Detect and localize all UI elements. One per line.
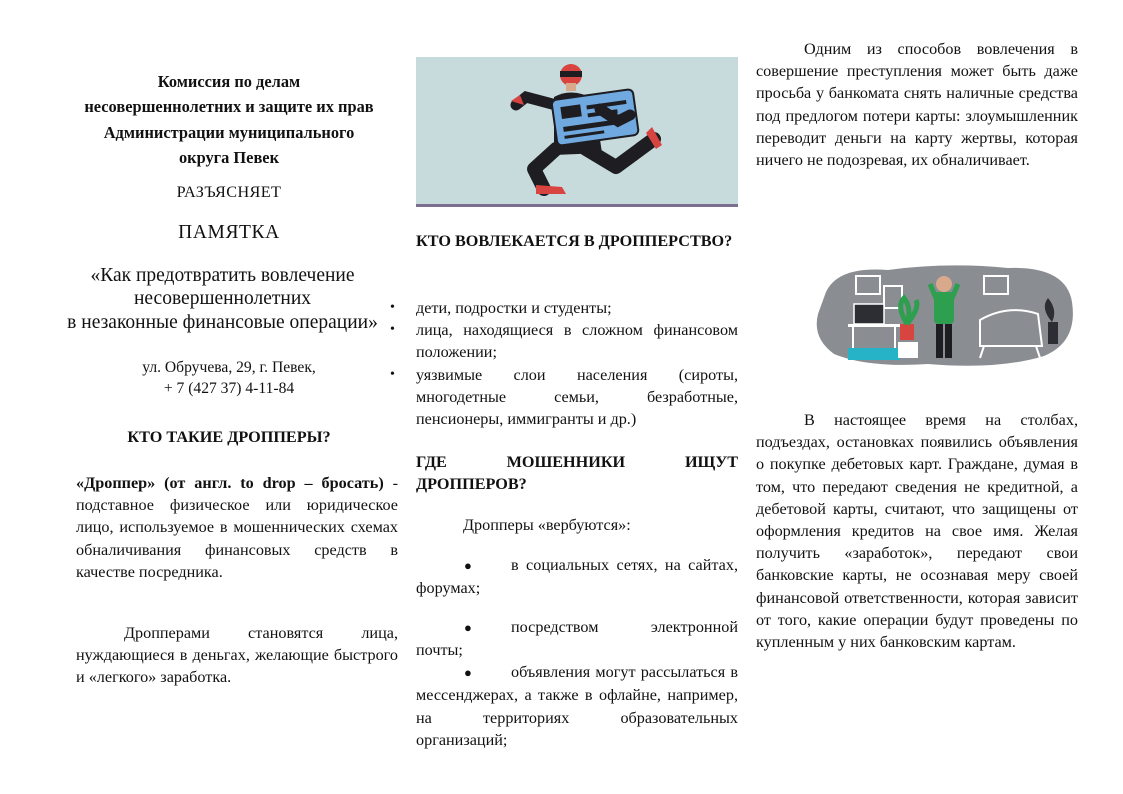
bullet-icon: ● <box>464 665 472 681</box>
thief-with-card-icon <box>416 57 738 204</box>
room-illustration <box>808 262 1078 370</box>
address-line: ул. Обручева, 29, г. Певек, <box>142 359 316 376</box>
person-in-room-icon <box>808 262 1078 370</box>
list-item-text: в социальных сетях, на сайтах, форумах; <box>416 556 738 598</box>
explains-label: РАЗЪЯСНЯЕТ <box>176 183 282 201</box>
list-item <box>416 554 738 599</box>
heading-who-is-involved: КТО ВОВЛЕКАЕТСЯ В ДРОППЕРСТВО? <box>416 232 733 250</box>
bullet-icon: ● <box>464 558 472 574</box>
organization-name <box>60 69 398 171</box>
memo-title-line: в незаконные финансовые операции» <box>67 311 378 333</box>
memo-title-line: «Как предотвратить вовлечение <box>90 265 355 286</box>
recruited-label: Дропперы «вербуются»: <box>463 516 631 534</box>
definition-term: «Дроппер» (от англ. to drop – бросать) <box>76 474 384 492</box>
heading-where-fraudsters-search: ГДЕ МОШЕННИКИ ИЩУТ ДРОППЕРОВ? <box>416 453 738 493</box>
illustration-underline <box>416 204 738 207</box>
bullet-icon: • <box>390 322 395 338</box>
channels-list <box>416 538 738 751</box>
heading-who-are-droppers: КТО ТАКИЕ ДРОППЕРЫ? <box>127 428 331 446</box>
bullet-icon: • <box>390 366 395 382</box>
list-item <box>416 616 738 661</box>
who-becomes-droppers: Дропперами становятся лица, нуждающиеся в деньгах, желающие быстрого и «легкого» заработка. <box>76 624 398 687</box>
thief-illustration <box>416 57 738 204</box>
list-item-text: уязвимые слои населения (сироты, многодетные семьи, безработные, пенсионеры, иммигранты и др.) <box>416 365 738 429</box>
list-item-text: дети, подростки и студенты; <box>416 299 612 317</box>
memo-title-line: несовершеннолетних <box>133 288 312 310</box>
bullet-icon: ● <box>464 619 472 635</box>
list-item-text: лица, находящиеся в сложном финансовом положении; <box>416 321 738 362</box>
memo-title <box>50 264 395 334</box>
org-line: несовершеннолетних и защите их прав <box>84 97 374 117</box>
list-item <box>390 319 738 363</box>
memo-heading: ПАМЯТКА <box>178 222 280 243</box>
list-item-text: объявления могут рассылаться в мессенджерах, а также в офлайне, например, на территориях образовательных организаций; <box>416 663 738 749</box>
debit-card-ads-text: В настоящее время на столбах, подъездах, остановках появились объявления о покупке дебетовых карт. Граждане, думая в том, что передают сведения не кредитной, а дебетовой карты, считают, что защищены от оформления кредитов на свое имя. Желая получить «заработок», передают свои банковские карты, не осознавая меру своей финансовой ответственности, которая зависит от того, какие операции будут проведены по купленным у них банковским картам. <box>756 411 1078 652</box>
org-line: Администрации муниципального <box>103 122 355 142</box>
list-item <box>390 364 738 431</box>
bullet-icon: • <box>390 300 395 315</box>
contact-address <box>60 358 398 399</box>
dropper-definition <box>76 472 398 583</box>
list-item-text: посредством электронной почты; <box>416 617 738 659</box>
org-line: Комиссия по делам <box>157 72 301 91</box>
list-item <box>390 297 738 319</box>
involved-list <box>390 297 738 430</box>
org-line: округа Певек <box>178 148 280 168</box>
list-item <box>416 661 738 751</box>
phone-line: + 7 (427 37) 4-11-84 <box>163 379 295 397</box>
definition-text: - подставное физическое или юридическое лицо, используемое в мошеннических схемах обналичивания финансовых средств в качестве посредника. <box>76 474 399 581</box>
atm-scheme-text: Одним из способов вовлечения в совершение преступления может быть даже просьба у банкомата снять наличные средства под предлогом потери карты: злоумышленник переводит деньги на карту жертвы, которая ничего не подозревая, их обналичивает. <box>756 40 1078 170</box>
